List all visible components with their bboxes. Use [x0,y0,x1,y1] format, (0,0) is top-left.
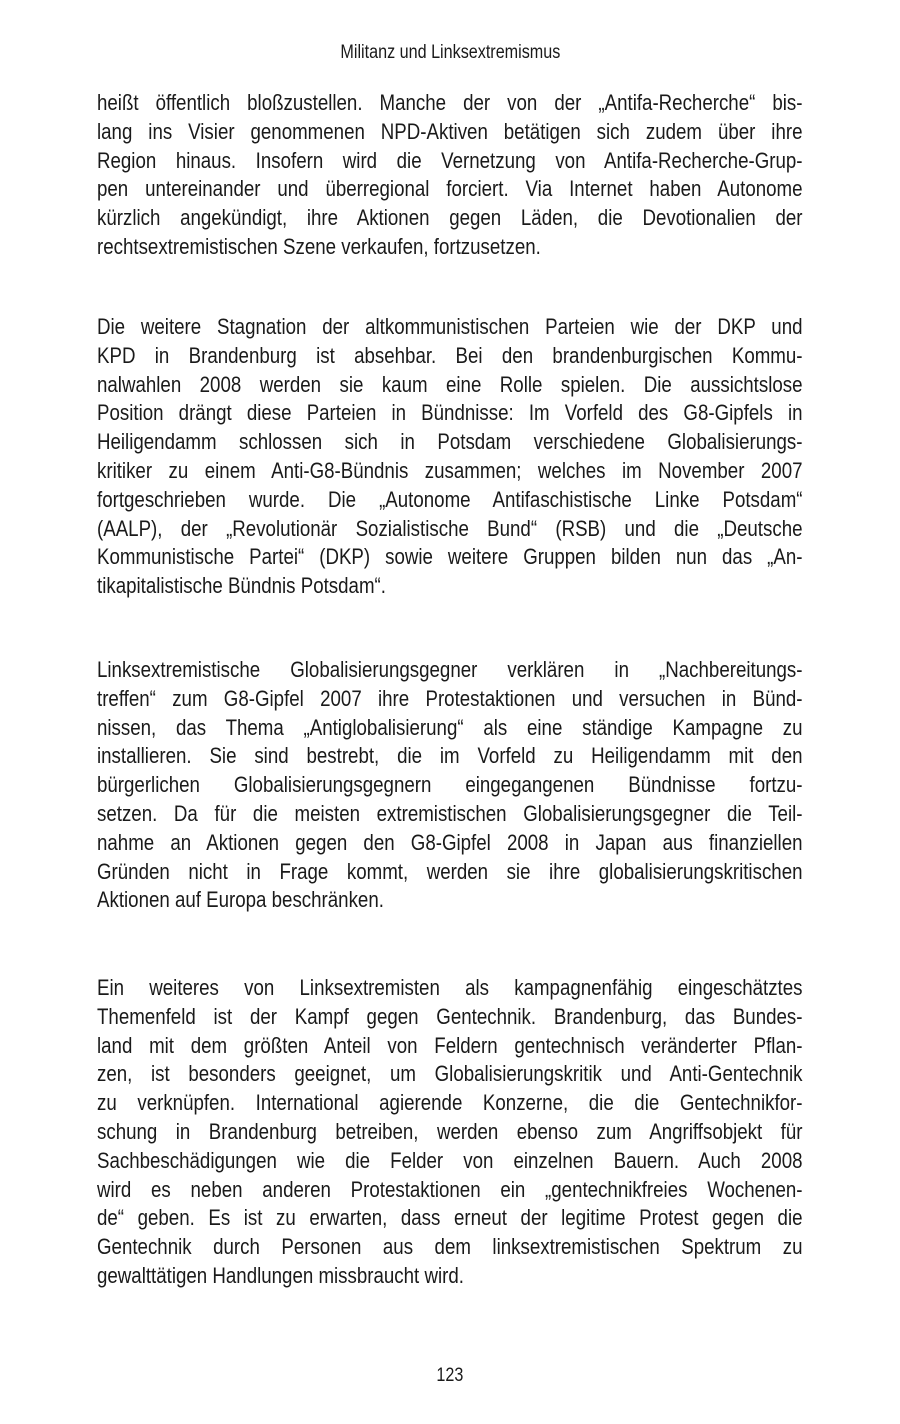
text-line: Themenfeld ist der Kampf gegen Gentechnik. Brandenburg, das Bundes- [97,1003,803,1029]
text-line: kritiker zu einem Anti-G8-Bündnis zusammen; welches im November 2007 [97,457,803,483]
text-line: (AALP), der „Revolutionär Sozialistische Bund“ (RSB) und die „Deutsche [97,515,803,541]
text-line: Aktionen auf Europa beschränken. [97,887,384,913]
text-line: nahme an Aktionen gegen den G8-Gipfel 2008 in Japan aus finanziellen [97,829,803,855]
text-line: Die weitere Stagnation der altkommunistischen Parteien wie der DKP und [97,314,803,339]
text-line: Heiligendamm schlossen sich in Potsdam verschiedene Globalisierungs- [97,429,803,455]
running-header-title: Militanz und Linksextremismus [340,42,560,63]
running-header [0,42,900,64]
paragraph-2 [97,313,803,601]
text-line: KPD in Brandenburg ist absehbar. Bei den brandenburgischen Kommu- [97,342,803,368]
text-line: kürzlich angekündigt, ihre Aktionen gegen Läden, die Devotionalien der [97,205,803,231]
text-line: Region hinaus. Insofern wird die Vernetzung von Antifa-Recherche-Grup- [97,147,803,173]
text-line: lang ins Visier genommenen NPD-Aktiven betätigen sich zudem über ihre [97,118,803,144]
text-line: land mit dem größten Anteil von Feldern gentechnisch veränderter Pflan- [97,1032,803,1058]
text-line: heißt öffentlich bloßzustellen. Manche der von der „Antifa-Recherche“ bis- [97,90,803,115]
paragraph-1 [97,89,803,262]
text-line: bürgerlichen Globalisierungsgegnern eingegangenen Bündnisse fortzu- [97,772,803,798]
text-line: nissen, das Thema „Antiglobalisierung“ als eine ständige Kampagne zu [97,714,803,740]
text-line: Kommunistische Partei“ (DKP) sowie weitere Gruppen bilden nun das „An- [97,544,803,570]
paragraph-3 [97,656,803,915]
text-line: Gründen nicht in Frage kommt, werden sie ihre globalisierungskritischen [97,858,803,884]
text-line: zen, ist besonders geeignet, um Globalisierungskritik und Anti-Gentechnik [97,1061,803,1087]
text-line: gewalttätigen Handlungen missbraucht wird. [97,1262,464,1288]
text-line: fortgeschrieben wurde. Die „Autonome Antifaschistische Linke Potsdam“ [97,486,803,512]
text-line: Position drängt diese Parteien in Bündnisse: Im Vorfeld des G8-Gipfels in [97,400,803,426]
text-line: zu verknüpfen. International agierende Konzerne, die die Gentechnikfor- [97,1090,803,1116]
text-line: rechtsextremistischen Szene verkaufen, fortzusetzen. [97,233,541,259]
text-line: setzen. Da für die meisten extremistischen Globalisierungsgegner die Teil- [97,800,803,826]
text-line: Ein weiteres von Linksextremisten als kampagnenfähig eingeschätztes [97,975,803,1000]
text-line: schung in Brandenburg betreiben, werden ebenso zum Angriffsobjekt für [97,1118,803,1144]
text-line: treffen“ zum G8-Gipfel 2007 ihre Protestaktionen und versuchen in Bünd- [97,685,803,711]
page-number [0,1365,900,1387]
text-line: installieren. Sie sind bestrebt, die im Vorfeld zu Heiligendamm mit den [97,743,803,769]
text-line: wird es neben anderen Protestaktionen ein „gentechnikfreies Wochenen- [97,1176,803,1202]
page-number-text: 123 [436,1365,464,1386]
text-line: Sachbeschädigungen wie die Felder von einzelnen Bauern. Auch 2008 [97,1147,803,1173]
paragraph-4 [97,974,803,1291]
text-line: de“ geben. Es ist zu erwarten, dass erneut der legitime Protest gegen die [97,1205,803,1231]
text-line: pen untereinander und überregional forciert. Via Internet haben Autonome [97,176,803,202]
text-line: Linksextremistische Globalisierungsgegner verklären in „Nachbereitungs- [97,657,803,682]
text-line: tikapitalistische Bündnis Potsdam“. [97,573,386,599]
text-line: nalwahlen 2008 werden sie kaum eine Rolle spielen. Die aussichtslose [97,371,803,397]
text-line: Gentechnik durch Personen aus dem linksextremistischen Spektrum zu [97,1234,803,1260]
